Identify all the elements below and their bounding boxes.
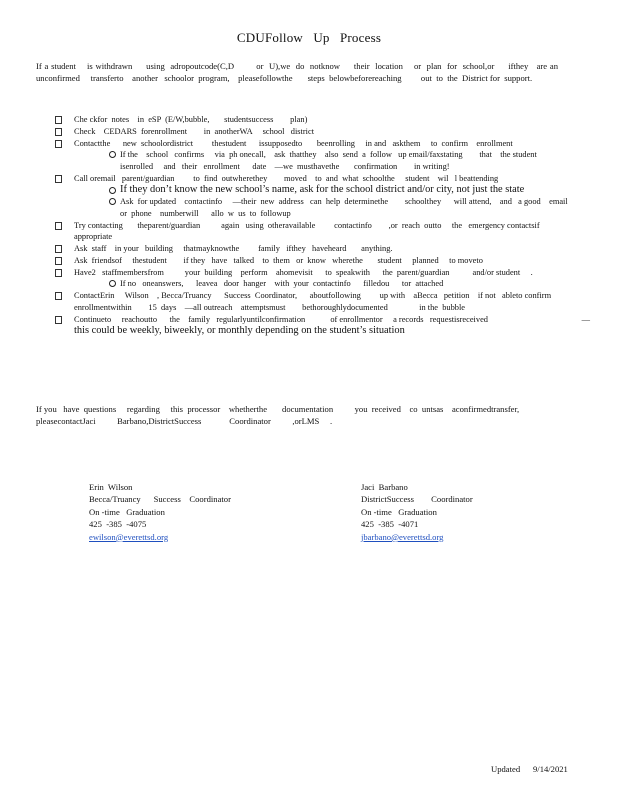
contact-phone: 425 -385 -4075 <box>89 519 147 530</box>
step-continue-reaching <box>54 314 590 338</box>
step-text: Try contacting theparent/guardian again using otheravailable contactinfo ,or reach outto the emergency contactsif appropriate <box>74 220 551 242</box>
step-check-notes <box>54 114 574 125</box>
step-tail-text: this could be weekly, biweekly, or monthly depending on the student’s situation <box>74 324 405 336</box>
contact-card-jaci <box>361 481 601 543</box>
step-ask-staff <box>54 243 574 254</box>
step-text: Check CEDARS forenrollment in anotherWA school district <box>74 126 315 136</box>
intro-paragraph: If a student is withdrawn using adropoutcode(C,D or U),we do notknow their location or plan for school,or ifthey are an unconfirmed transferto another schoolor program, pleasefollowthe steps belowbeforereaching out to the District for support. <box>36 61 563 83</box>
sub-list <box>74 149 574 172</box>
contact-program: On -time Graduation <box>89 506 165 517</box>
step-text: Continueto reachoutto the family regularlyuntilconfirmation of enrollmentor a records requestisreceived <box>74 314 488 324</box>
step-text: Call oremail parent/guardian to find outwherethey moved to and what schoolthe student wil l beattending <box>74 173 499 183</box>
contact-role: Becca/Truancy Success Coordinator <box>89 494 231 505</box>
contact-card-erin <box>89 481 329 543</box>
contact-name: Erin Wilson <box>89 482 133 492</box>
sub-step-ask-district: If they don’t know the new school’s name, ask for the school district and/or city, not just the state <box>109 184 574 197</box>
step-ask-friends <box>54 255 574 266</box>
step-check-cedars <box>54 126 574 137</box>
step-text: Have2 staffmembersfrom your building perform ahomevisit to speakwith the parent/guardian and/or student . <box>74 267 533 277</box>
contact-phone: 425 -385 -4071 <box>361 519 419 530</box>
step-dash: — <box>581 314 590 324</box>
step-text: Ask friendsof thestudent if they have talked to them or know wherethe student planned to moveto <box>74 255 483 265</box>
sub-list <box>74 184 574 219</box>
step-contact-new-school <box>54 138 574 172</box>
step-try-contacting <box>54 220 574 243</box>
sub-step-school-confirms: If the school confirms via ph onecall, ask thatthey also send a follow up email/faxstating that the student isenrolled and their enrollment date —we musthavethe confirmation in writing! <box>109 149 574 172</box>
contact-program: On -time Graduation <box>361 506 437 517</box>
sub-list <box>74 278 574 289</box>
contact-name: Jaci Barbano <box>361 482 408 492</box>
contact-role: DistrictSuccess Coordinator <box>361 494 473 505</box>
step-contact-erin <box>54 290 574 313</box>
closing-paragraph: If you have questions regarding this processor whetherthe documentation you received co untsas aconfirmedtransfer, pleasecontactJaci Barbano,DistrictSuccess Coordinator ,orLMS . <box>36 404 535 426</box>
contact-email-link[interactable]: jbarbano@everettsd.org <box>361 531 444 542</box>
step-text: Contactthe new schoolordistrict thestudent issupposedto beenrolling in and askthem to confirm enrollment <box>74 138 513 148</box>
sub-step-door-hanger: If no oneanswers, leavea door hanger with your contactinfo filledou tor attached <box>109 278 574 289</box>
step-text: Che ckfor notes in eSP (E/W,bubble, studentsuccess plan) <box>74 115 308 124</box>
step-text: Ask staff in your building thatmayknowthe family ifthey haveheard anything. <box>74 244 393 254</box>
steps-list <box>54 114 590 338</box>
contact-email-link[interactable]: ewilson@everettsd.org <box>89 531 169 542</box>
step-text: ContactErin Wilson , Becca/Truancy Success Coordinator, aboutfollowing up with aBecca petition if not ableto confirm enrollmentwithin 15 days —all outreach attemptsmust bethoroughlydocumented in the bubble <box>74 291 560 312</box>
step-home-visit <box>54 267 574 290</box>
updated-date: Updated 9/14/2021 <box>491 764 568 774</box>
sub-step-updated-contact: Ask for updated contactinfo —their new address can help determinethe schoolthey will attend, and a good email or phone numberwill allo w us to followup <box>109 196 574 219</box>
page-title: CDUFollow Up Process <box>236 30 382 45</box>
step-call-parent <box>54 173 574 220</box>
